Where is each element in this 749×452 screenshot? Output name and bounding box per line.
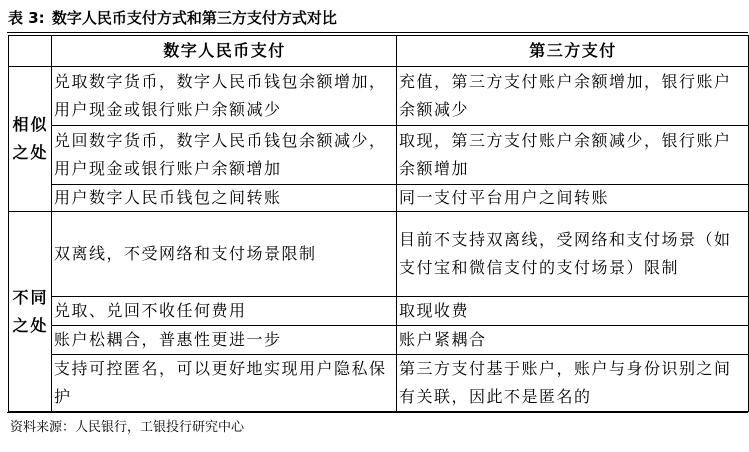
table-number: 表 3: — [8, 9, 45, 27]
group-label-different: 不同之处 — [9, 212, 52, 412]
header-corner — [9, 36, 52, 67]
table-title-text: 数字人民币支付方式和第三方支付方式对比 — [51, 9, 337, 27]
group-label-similar: 相似之处 — [9, 67, 52, 212]
cell-dcep: 支持可控匿名，可以更好地实现用户隐私保护 — [52, 355, 397, 412]
table-row — [9, 297, 749, 326]
cell-third-party: 同一支付平台用户之间转账 — [397, 185, 749, 212]
cell-third-party: 账户紧耦合 — [397, 326, 749, 355]
header-third-party: 第三方支付 — [397, 36, 749, 67]
table-title — [8, 7, 748, 29]
table-row — [9, 126, 749, 185]
table-row — [9, 212, 749, 297]
table-row — [9, 67, 749, 126]
source-note: 资料来源：人民银行，工银投行研究中心 — [10, 420, 245, 435]
cell-dcep: 用户数字人民币钱包之间转账 — [52, 185, 397, 212]
table-row — [9, 355, 749, 412]
cell-third-party: 取现收费 — [397, 297, 749, 326]
cell-dcep: 兑取、兑回不收任何费用 — [52, 297, 397, 326]
header-dcep: 数字人民币支付 — [52, 36, 397, 67]
cell-third-party: 充值，第三方支付账户余额增加，银行账户余额减少 — [397, 67, 749, 126]
title-divider — [7, 32, 748, 33]
cell-third-party: 目前不支持双离线，受网络和支付场景（如支付宝和微信支付的支付场景）限制 — [397, 212, 749, 297]
cell-dcep: 兑回数字货币，数字人民币钱包余额减少，用户现金或银行账户余额增加 — [52, 126, 397, 185]
cell-third-party: 取现，第三方支付账户余额减少，银行账户余额增加 — [397, 126, 749, 185]
table-header-row — [9, 36, 749, 67]
table-row — [9, 185, 749, 212]
source-divider — [7, 412, 748, 413]
cell-dcep: 双离线，不受网络和支付场景限制 — [52, 212, 397, 297]
cell-third-party: 第三方支付基于账户，账户与身份识别之间有关联，因此不是匿名的 — [397, 355, 749, 412]
cell-dcep: 兑取数字货币，数字人民币钱包余额增加，用户现金或银行账户余额减少 — [52, 67, 397, 126]
table-row — [9, 326, 749, 355]
cell-dcep: 账户松耦合，普惠性更进一步 — [52, 326, 397, 355]
comparison-table — [8, 35, 749, 412]
